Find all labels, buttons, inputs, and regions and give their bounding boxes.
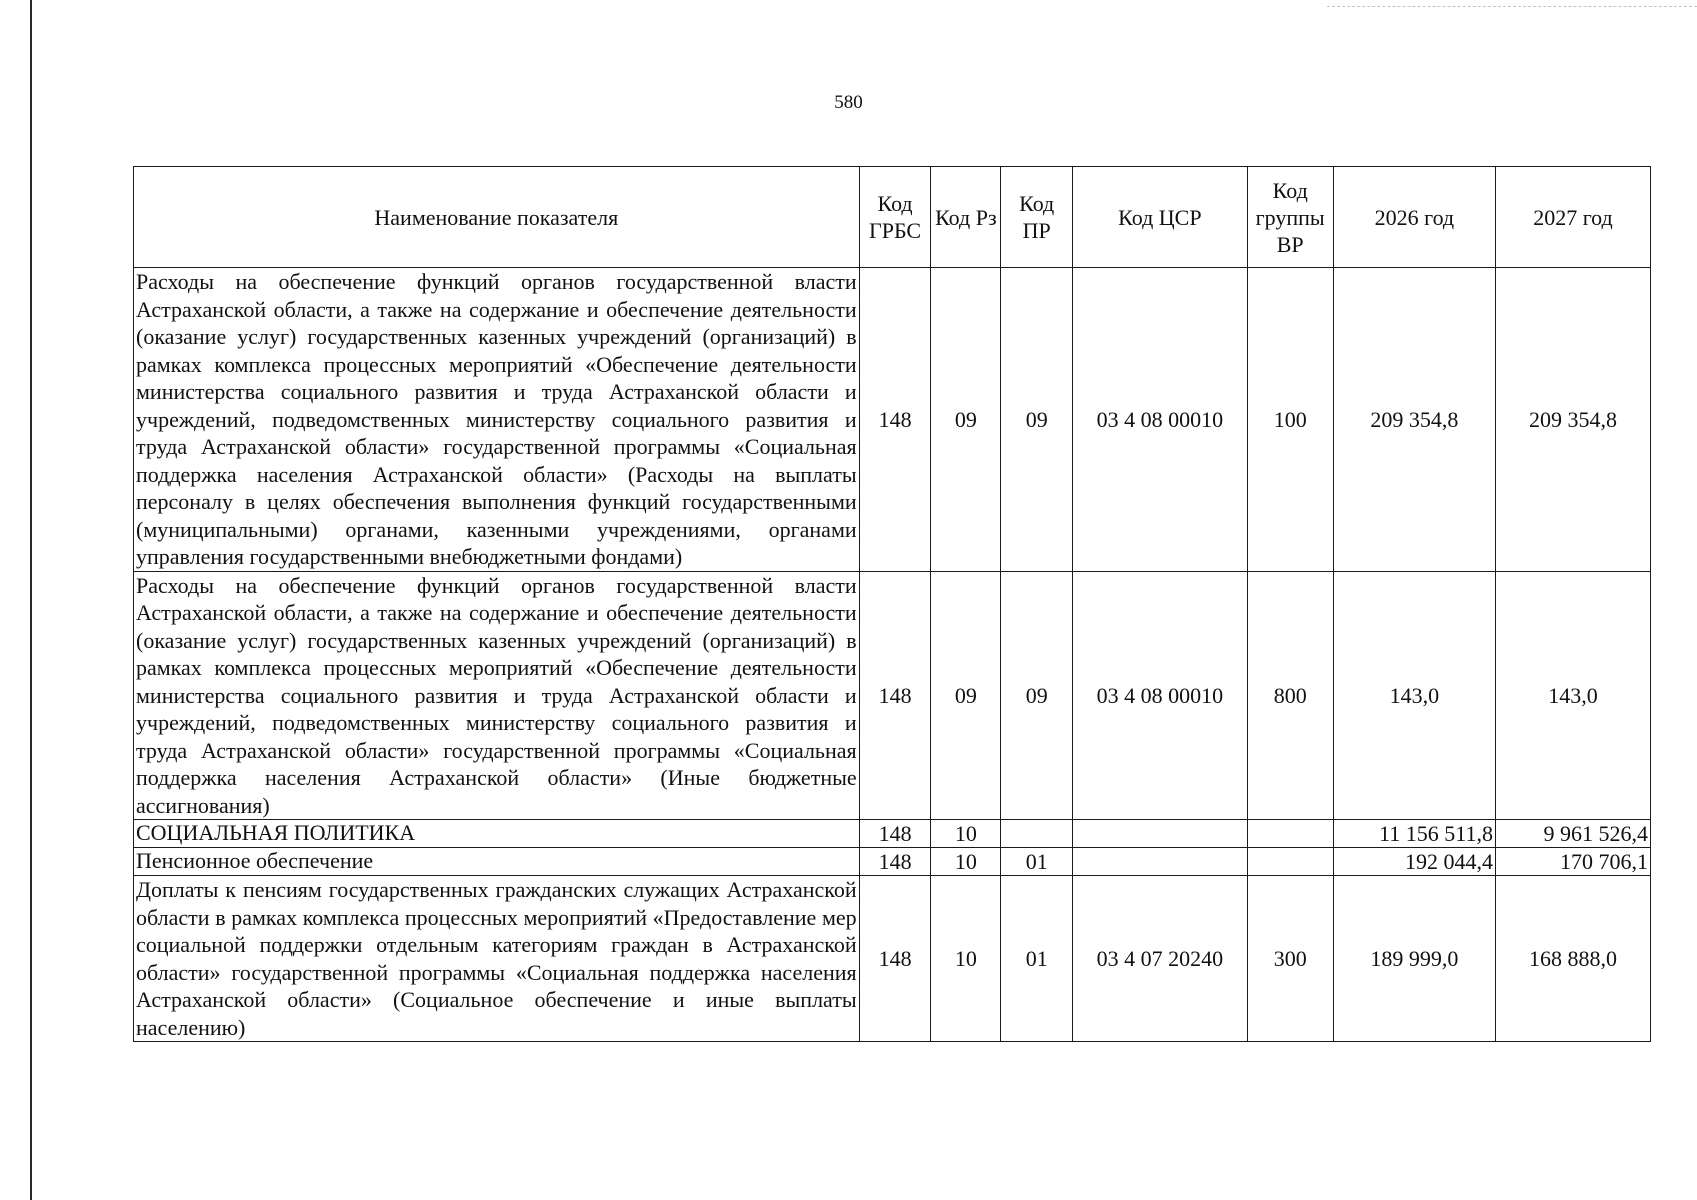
header-grbs: Код ГРБС <box>859 167 931 268</box>
table-row <box>134 876 1651 1042</box>
row-name: Доплаты к пенсиям государственных гражданских служащих Астраханской области в рамках комплекса процессных мероприятий «Предоставление мер социальной поддержки отдельным категориям граждан в Астраханской области» государственной программы «Социальная поддержка населения Астраханской области» (Социальное обеспечение и иные выплаты населению) <box>134 876 860 1042</box>
row-name: Пенсионное обеспечение <box>134 848 860 876</box>
row-2027: 9 961 526,4 <box>1495 820 1650 848</box>
row-2026: 189 999,0 <box>1333 876 1495 1042</box>
row-vr: 300 <box>1247 876 1333 1042</box>
scan-artifact-line <box>1327 6 1697 7</box>
budget-table <box>133 166 1651 1042</box>
table-header-row <box>134 167 1651 268</box>
header-rz: Код Рз <box>931 167 1001 268</box>
row-rz: 10 <box>931 820 1001 848</box>
row-csr: 03 4 08 00010 <box>1073 268 1247 572</box>
row-rz: 10 <box>931 876 1001 1042</box>
table-row <box>134 848 1651 876</box>
row-pr: 01 <box>1001 848 1073 876</box>
table-row <box>134 268 1651 572</box>
row-name: СОЦИАЛЬНАЯ ПОЛИТИКА <box>134 820 860 848</box>
row-2027: 143,0 <box>1495 571 1650 820</box>
row-2026: 209 354,8 <box>1333 268 1495 572</box>
header-pr: Код ПР <box>1001 167 1073 268</box>
row-csr: 03 4 08 00010 <box>1073 571 1247 820</box>
row-csr <box>1073 820 1247 848</box>
row-grbs: 148 <box>859 571 931 820</box>
header-vr: Код группы ВР <box>1247 167 1333 268</box>
row-2027: 168 888,0 <box>1495 876 1650 1042</box>
row-pr <box>1001 820 1073 848</box>
row-rz: 10 <box>931 848 1001 876</box>
row-name: Расходы на обеспечение функций органов государственной власти Астраханской области, а также на содержание и обеспечение деятельности (оказание услуг) государственных казенных учреждений (организаций) в рамках комплекса процессных мероприятий «Обеспечение деятельности министерства социального развития и труда Астраханской области и учреждений, подведомственных министерству социального развития и труда Астраханской области» государственной программы «Социальная поддержка населения Астраханской области» (Иные бюджетные ассигнования) <box>134 571 860 820</box>
header-2027: 2027 год <box>1495 167 1650 268</box>
row-vr <box>1247 848 1333 876</box>
row-rz: 09 <box>931 571 1001 820</box>
row-grbs: 148 <box>859 820 931 848</box>
table-row <box>134 571 1651 820</box>
row-grbs: 148 <box>859 848 931 876</box>
row-2027: 209 354,8 <box>1495 268 1650 572</box>
row-name: Расходы на обеспечение функций органов государственной власти Астраханской области, а также на содержание и обеспечение деятельности (оказание услуг) государственных казенных учреждений (организаций) в рамках комплекса процессных мероприятий «Обеспечение деятельности министерства социального развития и труда Астраханской области и учреждений, подведомственных министерству социального развития и труда Астраханской области» государственной программы «Социальная поддержка населения Астраханской области» (Расходы на выплаты персоналу в целях обеспечения выполнения функций государственными (муниципальными) органами, казенными учреждениями, органами управления государственными внебюджетными фондами) <box>134 268 860 572</box>
row-2027: 170 706,1 <box>1495 848 1650 876</box>
row-vr <box>1247 820 1333 848</box>
row-2026: 143,0 <box>1333 571 1495 820</box>
page-binding-line <box>30 0 32 1200</box>
row-vr: 800 <box>1247 571 1333 820</box>
row-pr: 09 <box>1001 571 1073 820</box>
header-csr: Код ЦСР <box>1073 167 1247 268</box>
row-grbs: 148 <box>859 876 931 1042</box>
row-csr <box>1073 848 1247 876</box>
row-csr: 03 4 07 20240 <box>1073 876 1247 1042</box>
row-vr: 100 <box>1247 268 1333 572</box>
row-2026: 11 156 511,8 <box>1333 820 1495 848</box>
table-row <box>134 820 1651 848</box>
row-pr: 01 <box>1001 876 1073 1042</box>
header-2026: 2026 год <box>1333 167 1495 268</box>
row-rz: 09 <box>931 268 1001 572</box>
row-grbs: 148 <box>859 268 931 572</box>
row-2026: 192 044,4 <box>1333 848 1495 876</box>
page-number: 580 <box>834 92 863 113</box>
header-name: Наименование показателя <box>134 167 860 268</box>
row-pr: 09 <box>1001 268 1073 572</box>
